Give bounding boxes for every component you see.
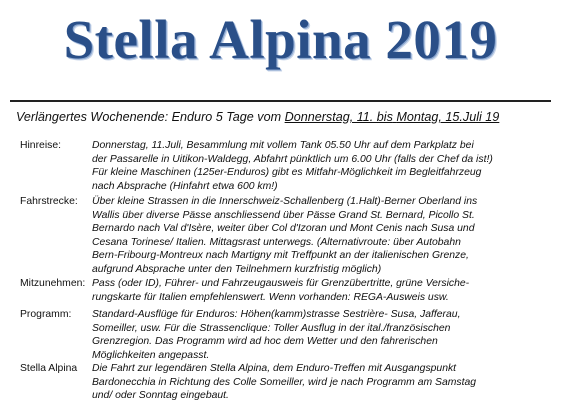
section-line: Cesana Torinese/ Italien. Mittagsrast unterwegs. (Alternativroute: über Autobahn — [92, 236, 461, 248]
section-line: rungskarte für Italien empfehlenswert. Wenn vorhanden: REGA-Ausweis usw. — [92, 291, 449, 303]
section-line: Wallis über diverse Pässe anschliessend über Pässe Grand St. Bernard, Picollo St. — [92, 209, 475, 221]
section-line: Bardonecchia in Richtung des Colle Someiller, wird je nach Programm am Samstag — [92, 376, 477, 388]
section-label: Hinreise: — [20, 140, 61, 151]
section-line: der Passarelle in Uitikon-Waldegg, Abfahrt pünktlich um 6.00 Uhr (falls der Chef da ist!) — [92, 153, 493, 165]
section-line: und/ oder Sonntag eingebaut. — [92, 390, 229, 401]
section-text — [92, 139, 554, 193]
document-title: Stella Alpina 2019 — [63, 9, 498, 70]
section-label: Stella Alpina — [20, 363, 78, 374]
section-line: Grenzregion. Das Programm wird ad hoc dem Wetter und den fahrerischen — [92, 336, 438, 347]
section-label: Programm: — [20, 309, 72, 320]
section-line: Bern-Fribourg-Montreux nach Martigny mit Treffpunkt an der italienischen Grenze, — [92, 250, 469, 261]
title-divider — [10, 100, 551, 102]
section-line: Möglichkeiten angepasst. — [92, 349, 210, 361]
section-label: Mitzunehmen: — [20, 278, 86, 289]
section-text — [92, 277, 554, 304]
section-line: aufgrund Absprache unter den Teilnehmern kurzfristig möglich) — [92, 263, 382, 275]
document-subtitle — [16, 110, 556, 124]
section-line: Bernardo nach Val d'Isère, weiter über Col d'Izoran und Mont Cenis nach Susa und — [92, 223, 475, 234]
subtitle-date-to: Montag, 15.Juli 19 — [396, 110, 500, 124]
section-line: Für kleine Maschinen (125er-Enduros) gibt es Mitfahr-Möglichkeit im Begleitfahrzeug — [92, 167, 482, 178]
section-line: Über kleine Strassen in die Innerschweiz-Schallenberg (1.Halt)-Berner Oberland ins — [92, 196, 478, 207]
section-text — [92, 195, 554, 276]
section-label: Fahrstrecke: — [20, 196, 78, 207]
section-text — [92, 362, 554, 403]
section-line: Die Fahrt zur legendären Stella Alpina, dem Enduro-Treffen mit Ausgangspunkt — [92, 363, 457, 374]
subtitle-date-from: Donnerstag, 11. bis — [284, 110, 393, 124]
section-line: Standard-Ausflüge für Enduros: Höhen(kamm)strasse Sestrière- Susa, Jafferau, — [92, 309, 461, 320]
section-text — [92, 308, 554, 362]
section-line: Donnerstag, 11.Juli, Besammlung mit vollem Tank 05.50 Uhr auf dem Parkplatz bei — [92, 140, 474, 151]
section-line: nach Absprache (Hinfahrt etwa 600 km!) — [92, 180, 278, 192]
section-line: Someiller, usw. Für die Strassenclique: Toller Ausflug in der ital./französischen — [92, 322, 451, 334]
subtitle-prefix: Verlängertes Wochenende: Enduro 5 Tage vom — [16, 110, 285, 124]
section-line: Pass (oder ID), Führer- und Fahrzeugausweis für Grenzübertritte, grüne Versiche- — [92, 278, 470, 289]
